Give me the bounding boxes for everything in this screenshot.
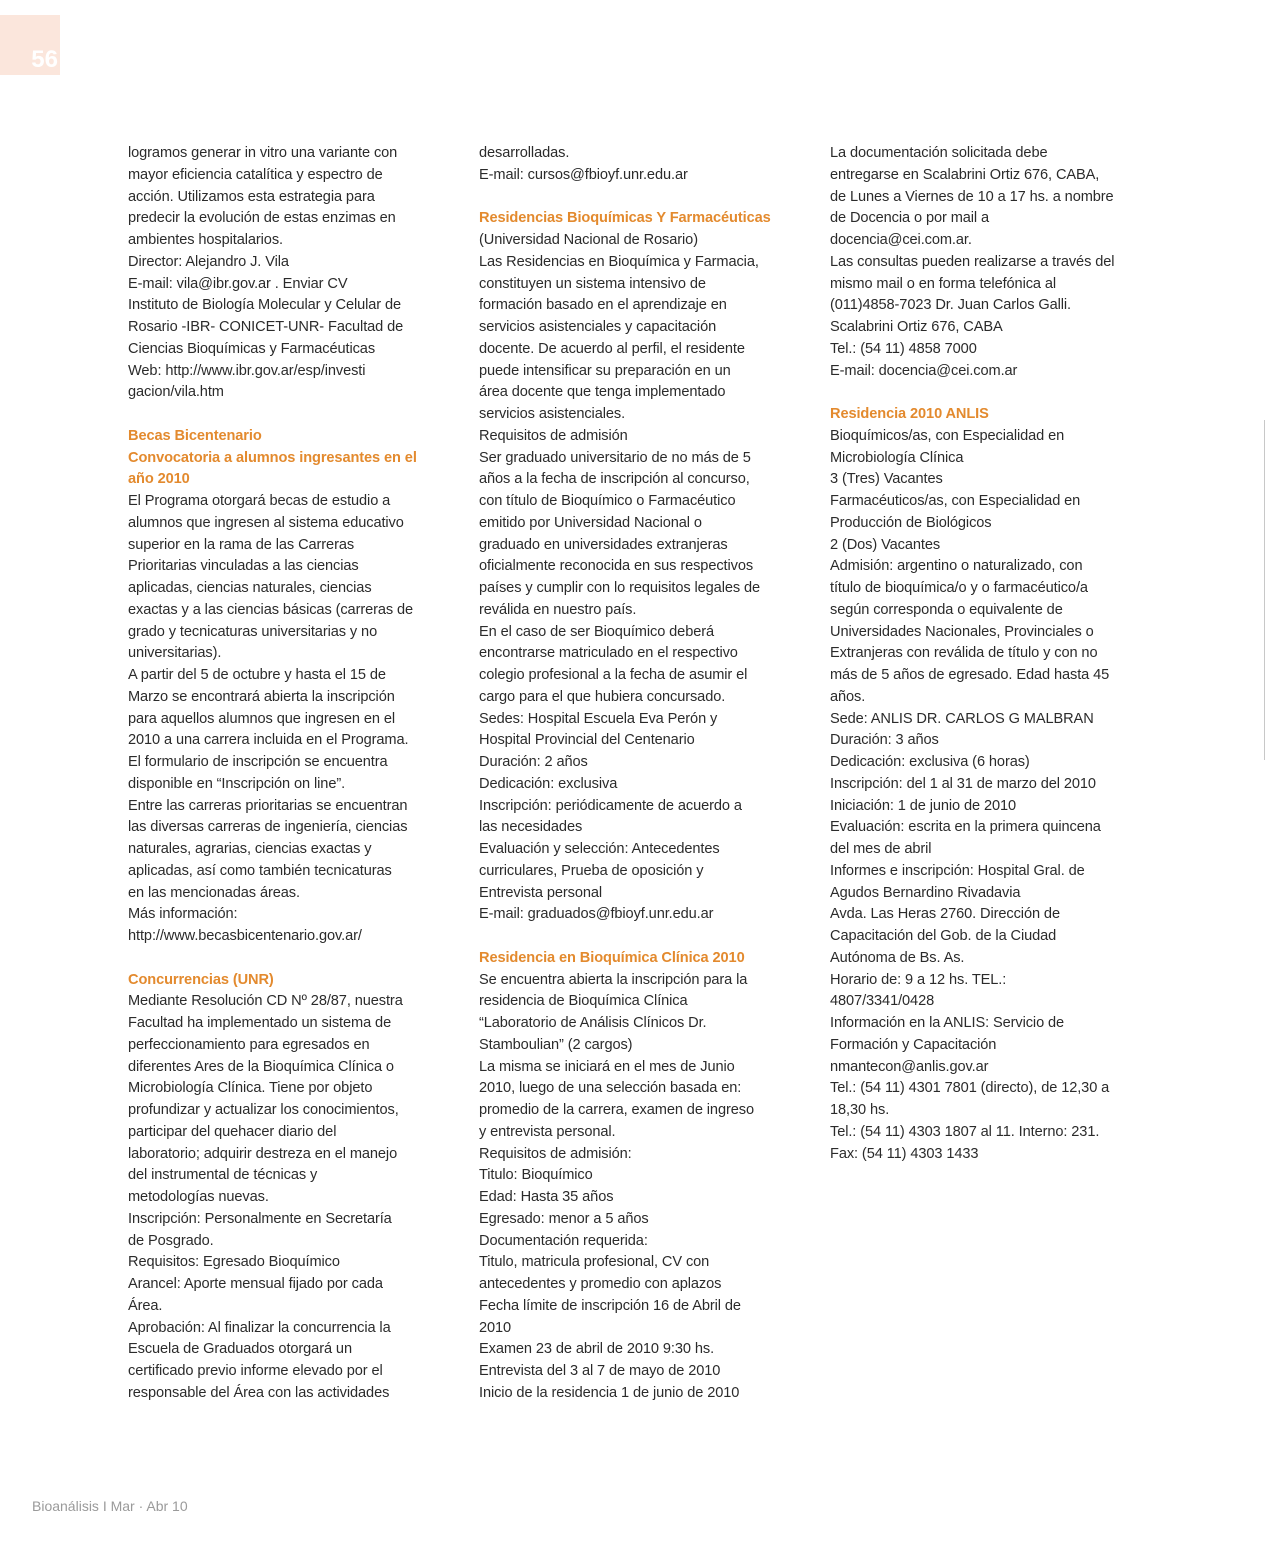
- text-line: Inicio de la residencia 1 de junio de 2010: [479, 1384, 740, 1401]
- text-line: nmantecon@anlis.gov.ar: [830, 1058, 989, 1075]
- text-line: (Universidad Nacional de Rosario): [479, 232, 698, 248]
- text-line: Stamboulian” (2 cargos): [479, 1036, 633, 1053]
- section-heading: Residencias Bioquímicas Y Farmacéuticas: [479, 210, 771, 227]
- paragraph-gap: [830, 382, 1135, 404]
- text-line: constituyen un sistema intensivo de: [479, 275, 706, 292]
- text-line: residencia de Bioquímica Clínica: [479, 993, 688, 1010]
- text-line: Requisitos de admisión:: [479, 1145, 632, 1162]
- paragraph-gap: [128, 404, 428, 426]
- paragraph-gap: [128, 948, 428, 970]
- text-line: Evaluación: escrita en la primera quincena: [830, 819, 1101, 836]
- text-line: Inscripción: periódicamente de acuerdo a: [479, 797, 742, 814]
- text-line: El Programa otorgará becas de estudio a: [128, 493, 391, 509]
- text-line: Sedes: Hospital Escuela Eva Perón y: [479, 710, 718, 727]
- text-line: Marzo se encontrará abierta la inscripción: [128, 688, 395, 705]
- text-line: Iniciación: 1 de junio de 2010: [830, 797, 1017, 814]
- text-line: Las Residencias en Bioquímica y Farmacia,: [479, 253, 759, 270]
- text-line: curriculares, Prueba de oposición y: [479, 862, 704, 879]
- text-line: disponible en “Inscripción on line”.: [128, 775, 346, 792]
- text-line: promedio de la carrera, examen de ingreso: [479, 1102, 754, 1118]
- text-line: “Laboratorio de Análisis Clínicos Dr.: [479, 1015, 707, 1031]
- text-line: Microbiología Clínica: [830, 449, 964, 466]
- section-heading: Concurrencias (UNR): [128, 971, 274, 988]
- text-line: responsable del Área con las actividades: [128, 1384, 390, 1401]
- text-line: Documentación requerida:: [479, 1232, 648, 1249]
- text-line: Dedicación: exclusiva: [479, 775, 618, 792]
- text-line: Instituto de Biología Molecular y Celular de: [128, 297, 402, 314]
- text-line: Avda. Las Heras 2760. Dirección de: [830, 906, 1060, 923]
- text-line: E-mail: vila@ibr.gov.ar . Enviar CV: [128, 275, 348, 292]
- text-line: encontrarse matriculado en el respectivo: [479, 645, 738, 662]
- text-line: las diversas carreras de ingeniería, ciencias: [128, 819, 408, 836]
- text-line: Información en la ANLIS: Servicio de: [830, 1015, 1065, 1031]
- text-line: Producción de Biológicos: [830, 514, 992, 531]
- text-line: exactas y a las ciencias básicas (carreras de: [128, 601, 414, 618]
- text-line: las necesidades: [479, 819, 583, 836]
- text-line: para aquellos alumnos que ingresen en el: [128, 710, 395, 727]
- text-line: según corresponda o equivalente de: [830, 601, 1063, 618]
- text-line: emitido por Universidad Nacional o: [479, 514, 702, 531]
- text-line: del mes de abril: [830, 841, 932, 857]
- text-line: aplicadas, así como también tecnicaturas: [128, 862, 392, 879]
- text-line: metodologías nuevas.: [128, 1189, 269, 1205]
- text-column-1: [128, 143, 428, 1405]
- text-line: E-mail: cursos@fbioyf.unr.edu.ar: [479, 166, 688, 183]
- text-line: 3 (Tres) Vacantes: [830, 471, 943, 488]
- text-line: En el caso de ser Bioquímico deberá: [479, 623, 715, 640]
- text-line: Se encuentra abierta la inscripción para la: [479, 971, 748, 988]
- text-line: Evaluación y selección: Antecedentes: [479, 841, 720, 857]
- text-line: entregarse en Scalabrini Ortiz 676, CABA,: [830, 166, 1100, 183]
- text-line: predecir la evolución de estas enzimas en: [128, 210, 396, 227]
- text-line: servicios asistenciales y capacitación: [479, 319, 717, 335]
- section-heading: Residencia en Bioquímica Clínica 2010: [479, 949, 745, 966]
- text-line: ambientes hospitalarios.: [128, 232, 283, 248]
- text-line: Más información:: [128, 906, 238, 923]
- text-line: formación basado en el aprendizaje en: [479, 297, 727, 314]
- text-line: logramos generar in vitro una variante con: [128, 145, 398, 161]
- text-line: Sede: ANLIS DR. CARLOS G MALBRAN: [830, 710, 1094, 727]
- text-line: antecedentes y promedio con aplazos: [479, 1276, 722, 1292]
- text-line: superior en la rama de las Carreras: [128, 536, 355, 553]
- footer-publication: Bioanálisis I Mar · Abr 10: [32, 1498, 188, 1514]
- text-line: Mediante Resolución CD Nº 28/87, nuestra: [128, 993, 403, 1010]
- text-line: Agudos Bernardino Rivadavia: [830, 884, 1021, 901]
- text-line: oficialmente reconocida en sus respectivos: [479, 558, 754, 575]
- section-heading: año 2010: [128, 471, 190, 488]
- text-line: alumnos que ingresen al sistema educativo: [128, 514, 404, 531]
- text-line: Rosario -IBR- CONICET-UNR- Facultad de: [128, 319, 404, 335]
- text-line: mayor eficiencia catalítica y espectro de: [128, 166, 383, 183]
- text-line: Facultad ha implementado un sistema de: [128, 1015, 392, 1031]
- text-line: 2 (Dos) Vacantes: [830, 536, 941, 553]
- text-line: área docente que tenga implementado: [479, 384, 726, 401]
- text-line: 2010 a una carrera incluida en el Programa.: [128, 732, 409, 749]
- text-line: Universidades Nacionales, Provinciales o: [830, 623, 1094, 640]
- paragraph-gap: [479, 926, 789, 948]
- text-line: años.: [830, 688, 866, 705]
- text-line: Autónoma de Bs. As.: [830, 949, 965, 966]
- text-line: Requisitos: Egresado Bioquímico: [128, 1254, 340, 1271]
- text-line: Inscripción: del 1 al 31 de marzo del 2010: [830, 775, 1096, 792]
- text-line: Prioritarias vinculadas a las ciencias: [128, 558, 359, 575]
- text-line: Duración: 2 años: [479, 754, 588, 770]
- text-line: Inscripción: Personalmente en Secretaría: [128, 1210, 392, 1227]
- text-line: profundizar y actualizar los conocimientos,: [128, 1102, 399, 1118]
- text-line: docencia@cei.com.ar.: [830, 232, 972, 248]
- text-line: aplicadas, ciencias naturales, ciencias: [128, 580, 372, 596]
- text-line: Web: http://www.ibr.gov.ar/esp/investi: [128, 362, 366, 379]
- text-line: participar del quehacer diario del: [128, 1123, 337, 1140]
- text-line: Titulo, matricula profesional, CV con: [479, 1254, 710, 1271]
- text-line: La misma se iniciará en el mes de Junio: [479, 1058, 735, 1075]
- text-line: Bioquímicos/as, con Especialidad en: [830, 427, 1065, 444]
- text-line: Informes e inscripción: Hospital Gral. de: [830, 862, 1085, 879]
- text-line: 4807/3341/0428: [830, 993, 935, 1010]
- text-line: Entrevista del 3 al 7 de mayo de 2010: [479, 1363, 721, 1379]
- text-line: Scalabrini Ortiz 676, CABA: [830, 319, 1003, 335]
- text-line: A partir del 5 de octubre y hasta el 15 de: [128, 667, 386, 683]
- text-line: El formulario de inscripción se encuentra: [128, 754, 388, 770]
- text-line: Fecha límite de inscripción 16 de Abril de: [479, 1297, 741, 1314]
- section-heading: Convocatoria a alumnos ingresantes en el: [128, 449, 417, 466]
- text-line: Titulo: Bioquímico: [479, 1167, 593, 1184]
- text-line: naturales, agrarias, ciencias exactas y: [128, 841, 372, 857]
- text-line: países y cumplir con lo requisitos legales de: [479, 580, 761, 596]
- text-line: acción. Utilizamos esta estrategia para: [128, 188, 375, 205]
- text-line: años a la fecha de inscripción al concurso,: [479, 471, 750, 488]
- text-line: Edad: Hasta 35 años: [479, 1189, 614, 1205]
- text-line: con título de Bioquímico o Farmacéutico: [479, 493, 736, 509]
- text-line: perfeccionamiento para egresados en: [128, 1036, 370, 1053]
- text-line: Ser graduado universitario de no más de 5: [479, 449, 751, 466]
- text-line: de Lunes a Viernes de 10 a 17 hs. a nombre: [830, 188, 1114, 205]
- text-line: Aprobación: Al finalizar la concurrencia la: [128, 1319, 391, 1336]
- text-line: (011)4858-7023 Dr. Juan Carlos Galli.: [830, 297, 1072, 314]
- text-line: puede intensificar su preparación en un: [479, 362, 731, 379]
- section-heading: Residencia 2010 ANLIS: [830, 406, 989, 422]
- section-heading: Becas Bicentenario: [128, 427, 262, 444]
- text-line: Director: Alejandro J. Vila: [128, 253, 289, 270]
- text-line: Egresado: menor a 5 años: [479, 1210, 649, 1227]
- text-line: Tel.: (54 11) 4301 7801 (directo), de 12,30 a: [830, 1080, 1110, 1097]
- text-line: laboratorio; adquirir destreza en el manejo: [128, 1145, 398, 1162]
- text-line: Arancel: Aporte mensual fijado por cada: [128, 1276, 383, 1292]
- text-line: universitarias).: [128, 645, 222, 662]
- text-line: Admisión: argentino o naturalizado, con: [830, 558, 1083, 575]
- text-line: Capacitación del Gob. de la Ciudad: [830, 928, 1057, 944]
- page-number: 56: [0, 15, 60, 75]
- paragraph-gap: [479, 187, 789, 209]
- text-line: reválida en nuestro país.: [479, 601, 637, 618]
- text-line: Fax: (54 11) 4303 1433: [830, 1145, 979, 1162]
- text-line: 18,30 hs.: [830, 1102, 890, 1118]
- text-line: del instrumental de técnicas y: [128, 1167, 318, 1184]
- text-line: Duración: 3 años: [830, 732, 939, 749]
- text-line: Área.: [128, 1297, 163, 1314]
- text-line: Farmacéuticos/as, con Especialidad en: [830, 493, 1081, 509]
- text-line: Hospital Provincial del Centenario: [479, 732, 695, 749]
- text-line: Tel.: (54 11) 4858 7000: [830, 340, 977, 357]
- text-line: grado y tecnicaturas universitarias y no: [128, 623, 378, 640]
- text-line: Formación y Capacitación: [830, 1036, 997, 1053]
- text-line: certificado previo informe elevado por el: [128, 1363, 383, 1379]
- text-line: La documentación solicitada debe: [830, 145, 1048, 161]
- text-line: Examen 23 de abril de 2010 9:30 hs.: [479, 1341, 715, 1358]
- text-line: en las mencionadas áreas.: [128, 884, 300, 901]
- text-line: Horario de: 9 a 12 hs. TEL.:: [830, 971, 1007, 988]
- text-line: mismo mail o en forma telefónica al: [830, 275, 1057, 292]
- text-column-2: [479, 143, 789, 1405]
- text-line: Las consultas pueden realizarse a través del: [830, 253, 1115, 270]
- text-line: 2010: [479, 1319, 512, 1336]
- text-line: Ciencias Bioquímicas y Farmacéuticas: [128, 340, 376, 357]
- text-line: Tel.: (54 11) 4303 1807 al 11. Interno: 231.: [830, 1123, 1100, 1140]
- text-line: de Docencia o por mail a: [830, 210, 990, 227]
- text-line: Requisitos de admisión: [479, 427, 628, 444]
- text-line: gacion/vila.htm: [128, 384, 224, 401]
- text-line: E-mail: graduados@fbioyf.unr.edu.ar: [479, 906, 714, 923]
- text-line: cargo para el que hubiera concursado.: [479, 688, 726, 705]
- text-line: de Posgrado.: [128, 1232, 214, 1249]
- text-line: E-mail: docencia@cei.com.ar: [830, 362, 1018, 379]
- text-line: colegio profesional a la fecha de asumir el: [479, 667, 748, 683]
- text-line: título de bioquímica/o y o farmacéutico/a: [830, 580, 1088, 596]
- text-line: más de 5 años de egresado. Edad hasta 45: [830, 667, 1110, 683]
- text-line: 2010, luego de una selección basada en:: [479, 1080, 742, 1097]
- text-line: diferentes Ares de la Bioquímica Clínica o: [128, 1058, 394, 1075]
- text-line: desarrolladas.: [479, 145, 570, 161]
- text-line: Dedicación: exclusiva (6 horas): [830, 754, 1030, 770]
- text-line: Extranjeras con reválida de título y con no: [830, 645, 1098, 662]
- text-line: Escuela de Graduados otorgará un: [128, 1341, 352, 1358]
- text-line: y entrevista personal.: [479, 1123, 616, 1140]
- text-line: graduado en universidades extranjeras: [479, 536, 728, 553]
- text-line: Microbiología Clínica. Tiene por objeto: [128, 1080, 373, 1097]
- text-line: servicios asistenciales.: [479, 406, 626, 422]
- text-line: Entre las carreras prioritarias se encuentran: [128, 797, 408, 814]
- text-line: docente. De acuerdo al perfil, el residente: [479, 340, 745, 357]
- text-column-3: [830, 143, 1135, 1165]
- text-line: Entrevista personal: [479, 884, 603, 901]
- text-line: http://www.becasbicentenario.gov.ar/: [128, 928, 362, 944]
